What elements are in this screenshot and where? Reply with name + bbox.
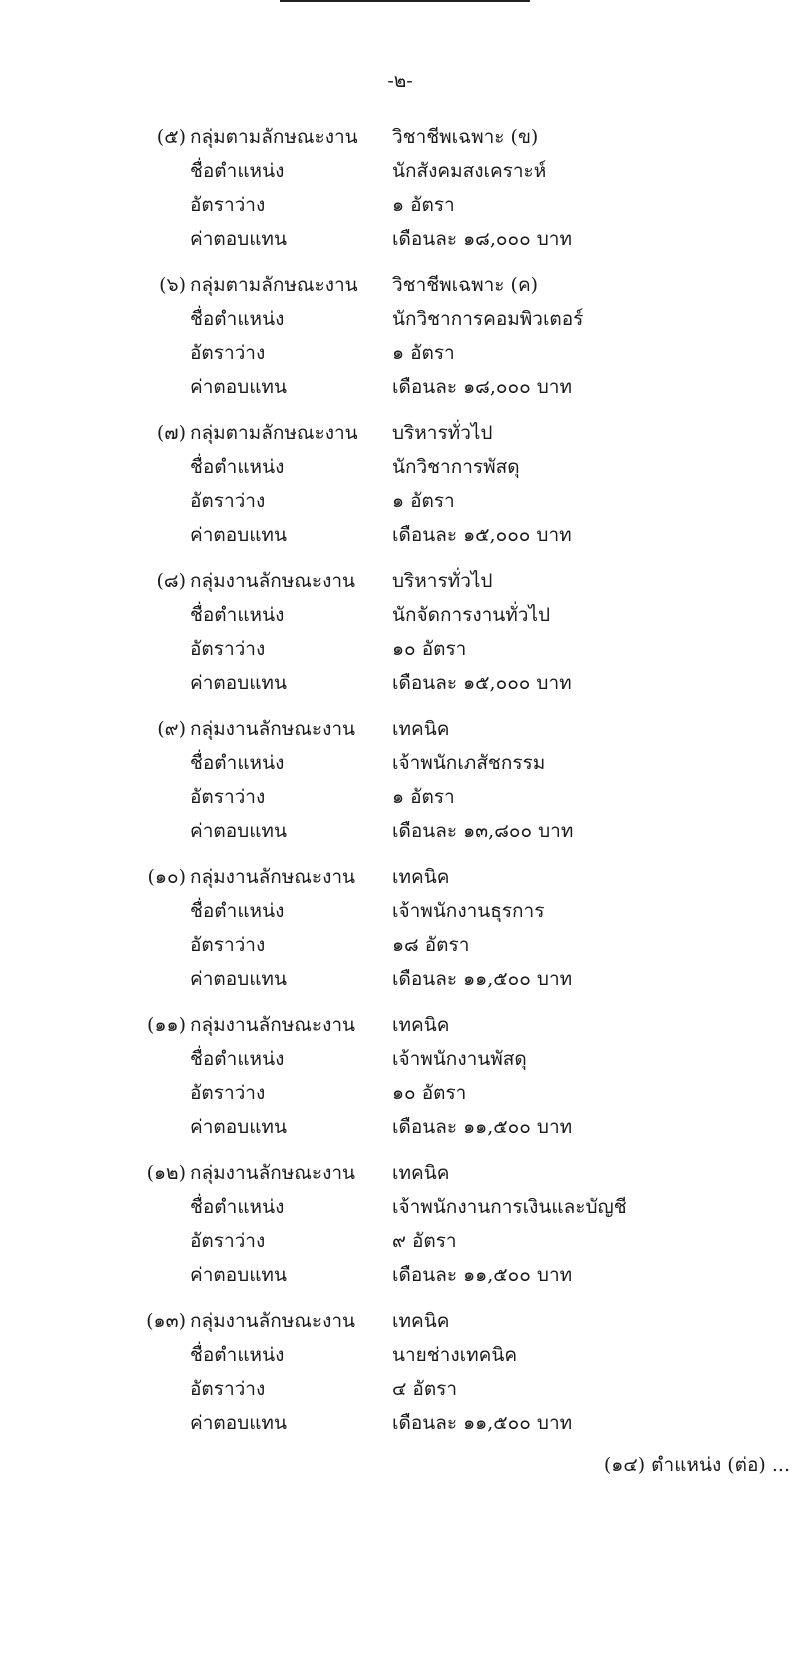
entry-number: (๗) — [156, 422, 186, 444]
position-entry — [0, 1156, 800, 1304]
continuation-note: (๑๔) ตำแหน่ง (ต่อ) ... — [603, 1454, 790, 1476]
compensation-row — [0, 814, 800, 848]
position-entry — [0, 416, 800, 564]
compensation-value: เดือนละ ๑๑,๕๐๐ บาท — [392, 1412, 573, 1434]
compensation-label: ค่าตอบแทน — [190, 228, 287, 250]
vacancies-value: ๑ อัตรา — [392, 342, 455, 364]
vacancies-label: อัตราว่าง — [190, 490, 266, 512]
position-row — [0, 450, 800, 484]
compensation-label: ค่าตอบแทน — [190, 968, 287, 990]
position-label: ชื่อตำแหน่ง — [190, 160, 285, 182]
compensation-value: เดือนละ ๑๘,๐๐๐ บาท — [392, 376, 572, 398]
position-entry — [0, 712, 800, 860]
position-row — [0, 1190, 800, 1224]
compensation-value: เดือนละ ๑๓,๘๐๐ บาท — [392, 820, 574, 842]
group-label: กลุ่มงานลักษณะงาน — [190, 1014, 356, 1036]
group-row — [0, 416, 800, 450]
vacancies-value: ๑ อัตรา — [392, 786, 455, 808]
vacancies-label: อัตราว่าง — [190, 1230, 266, 1252]
position-entry — [0, 120, 800, 268]
vacancies-label: อัตราว่าง — [190, 786, 266, 808]
position-value: เจ้าพนักงานพัสดุ — [392, 1048, 527, 1070]
group-row — [0, 268, 800, 302]
position-row — [0, 1042, 800, 1076]
position-label: ชื่อตำแหน่ง — [190, 900, 285, 922]
compensation-value: เดือนละ ๑๑,๕๐๐ บาท — [392, 1264, 573, 1286]
position-label: ชื่อตำแหน่ง — [190, 752, 285, 774]
group-label: กลุ่มงานลักษณะงาน — [190, 570, 356, 592]
entry-number: (๖) — [159, 274, 186, 296]
group-row — [0, 712, 800, 746]
position-value: นายช่างเทคนิค — [392, 1344, 518, 1366]
position-row — [0, 1338, 800, 1372]
compensation-row — [0, 962, 800, 996]
position-label: ชื่อตำแหน่ง — [190, 604, 285, 626]
compensation-row — [0, 370, 800, 404]
compensation-row — [0, 1258, 800, 1292]
position-entry — [0, 268, 800, 416]
vacancies-row — [0, 928, 800, 962]
group-row — [0, 1008, 800, 1042]
entry-number: (๑๓) — [146, 1310, 186, 1332]
position-label: ชื่อตำแหน่ง — [190, 456, 285, 478]
position-row — [0, 746, 800, 780]
compensation-row — [0, 666, 800, 700]
vacancies-label: อัตราว่าง — [190, 1378, 266, 1400]
position-value: เจ้าพนักเภสัชกรรม — [392, 752, 546, 774]
top-rule — [280, 0, 530, 2]
position-label: ชื่อตำแหน่ง — [190, 308, 285, 330]
group-label: กลุ่มตามลักษณะงาน — [190, 422, 358, 444]
group-row — [0, 860, 800, 894]
vacancies-value: ๑๐ อัตรา — [392, 638, 467, 660]
position-value: นักวิชาการพัสดุ — [392, 456, 520, 478]
position-value: นักวิชาการคอมพิวเตอร์ — [392, 308, 584, 330]
entry-number: (๑๑) — [147, 1014, 186, 1036]
compensation-row — [0, 1110, 800, 1144]
compensation-row — [0, 1406, 800, 1440]
vacancies-row — [0, 1372, 800, 1406]
compensation-row — [0, 222, 800, 256]
entry-number: (๑๐) — [147, 866, 186, 888]
compensation-label: ค่าตอบแทน — [190, 1412, 287, 1434]
group-label: กลุ่มงานลักษณะงาน — [190, 1162, 356, 1184]
group-row — [0, 1304, 800, 1338]
position-row — [0, 302, 800, 336]
position-row — [0, 154, 800, 188]
compensation-label: ค่าตอบแทน — [190, 1116, 287, 1138]
vacancies-row — [0, 1076, 800, 1110]
group-value: เทคนิค — [392, 1310, 450, 1332]
position-row — [0, 894, 800, 928]
compensation-row — [0, 518, 800, 552]
group-value: บริหารทั่วไป — [392, 570, 493, 592]
entry-number: (๕) — [156, 126, 186, 148]
page-number: -๒- — [387, 70, 413, 92]
group-label: กลุ่มตามลักษณะงาน — [190, 274, 358, 296]
group-value: เทคนิค — [392, 718, 450, 740]
vacancies-value: ๑ อัตรา — [392, 194, 455, 216]
compensation-value: เดือนละ ๑๘,๐๐๐ บาท — [392, 228, 572, 250]
group-label: กลุ่มงานลักษณะงาน — [190, 866, 356, 888]
group-row — [0, 1156, 800, 1190]
compensation-value: เดือนละ ๑๑,๕๐๐ บาท — [392, 968, 573, 990]
compensation-label: ค่าตอบแทน — [190, 376, 287, 398]
group-value: วิชาชีพเฉพาะ (ข) — [392, 126, 539, 148]
compensation-value: เดือนละ ๑๑,๕๐๐ บาท — [392, 1116, 573, 1138]
position-entry — [0, 1008, 800, 1156]
vacancies-row — [0, 188, 800, 222]
position-value: เจ้าพนักงานการเงินและบัญชี — [392, 1196, 627, 1218]
compensation-label: ค่าตอบแทน — [190, 672, 287, 694]
vacancies-row — [0, 1224, 800, 1258]
position-label: ชื่อตำแหน่ง — [190, 1196, 285, 1218]
position-entry — [0, 564, 800, 712]
entry-number: (๘) — [156, 570, 186, 592]
position-value: นักจัดการงานทั่วไป — [392, 604, 551, 626]
compensation-value: เดือนละ ๑๕,๐๐๐ บาท — [392, 524, 572, 546]
vacancies-value: ๑๐ อัตรา — [392, 1082, 467, 1104]
position-entry — [0, 860, 800, 1008]
position-list — [0, 120, 800, 1452]
vacancies-label: อัตราว่าง — [190, 342, 266, 364]
compensation-label: ค่าตอบแทน — [190, 1264, 287, 1286]
group-label: กลุ่มงานลักษณะงาน — [190, 718, 356, 740]
position-value: นักสังคมสงเคราะห์ — [392, 160, 547, 182]
vacancies-label: อัตราว่าง — [190, 1082, 266, 1104]
group-row — [0, 564, 800, 598]
group-value: เทคนิค — [392, 1162, 450, 1184]
position-row — [0, 598, 800, 632]
position-label: ชื่อตำแหน่ง — [190, 1344, 285, 1366]
vacancies-row — [0, 484, 800, 518]
compensation-value: เดือนละ ๑๕,๐๐๐ บาท — [392, 672, 572, 694]
vacancies-row — [0, 336, 800, 370]
vacancies-label: อัตราว่าง — [190, 934, 266, 956]
vacancies-value: ๑๘ อัตรา — [392, 934, 470, 956]
vacancies-row — [0, 632, 800, 666]
group-value: เทคนิค — [392, 1014, 450, 1036]
group-value: บริหารทั่วไป — [392, 422, 493, 444]
vacancies-row — [0, 780, 800, 814]
group-label: กลุ่มงานลักษณะงาน — [190, 1310, 356, 1332]
position-label: ชื่อตำแหน่ง — [190, 1048, 285, 1070]
vacancies-label: อัตราว่าง — [190, 638, 266, 660]
position-value: เจ้าพนักงานธุรการ — [392, 900, 545, 922]
vacancies-value: ๑ อัตรา — [392, 490, 455, 512]
vacancies-value: ๙ อัตรา — [392, 1230, 457, 1252]
entry-number: (๑๒) — [146, 1162, 186, 1184]
position-entry — [0, 1304, 800, 1452]
group-row — [0, 120, 800, 154]
compensation-label: ค่าตอบแทน — [190, 820, 287, 842]
group-value: วิชาชีพเฉพาะ (ค) — [392, 274, 539, 296]
vacancies-label: อัตราว่าง — [190, 194, 266, 216]
group-label: กลุ่มตามลักษณะงาน — [190, 126, 358, 148]
entry-number: (๙) — [157, 718, 186, 740]
compensation-label: ค่าตอบแทน — [190, 524, 287, 546]
vacancies-value: ๔ อัตรา — [392, 1378, 458, 1400]
group-value: เทคนิค — [392, 866, 450, 888]
